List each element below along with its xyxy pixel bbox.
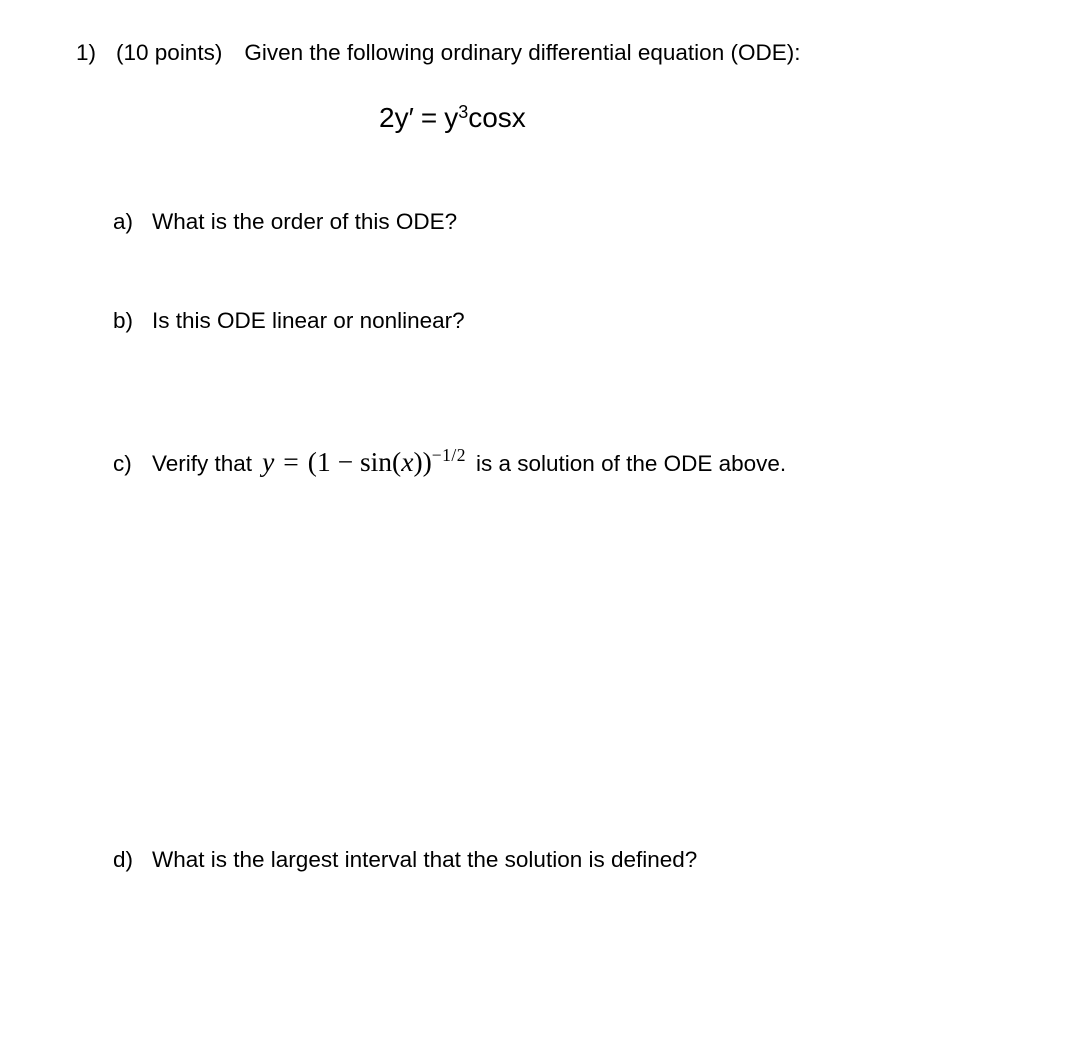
math-variable-y: y [262,446,275,477]
problem-number: 1) [76,40,97,65]
solution-expression [262,446,466,477]
question-b-label: b) [113,308,134,333]
question-c-text [152,445,786,479]
question-d [113,846,697,874]
problem-heading [76,42,800,65]
math-variable-x: x [401,446,414,477]
math-exponent: −1/2 [431,445,466,465]
ode-equation [379,101,526,135]
equation-rhs-func: cosx [468,102,526,133]
question-c-label: c) [113,451,132,476]
question-a-text: What is the order of this ODE? [152,209,458,234]
question-a [113,208,457,236]
question-b-text: Is this ODE linear or nonlinear? [152,308,465,333]
equation-lhs: 2y [379,102,409,133]
equation-equals: = [420,102,438,133]
equation-rhs-base: y [444,102,459,133]
question-c [113,445,786,479]
question-d-text: What is the largest interval that the solution is defined? [152,847,698,872]
question-c-post: is a solution of the ODE above. [476,451,787,476]
problem-points: (10 points) [116,40,223,65]
question-c-pre: Verify that [152,451,253,476]
question-b [113,307,465,335]
math-close: )) [413,446,432,477]
math-open: (1 − sin( [307,446,402,477]
question-d-label: d) [113,847,134,872]
equation-prime: ′ [408,102,414,133]
question-a-label: a) [113,209,134,234]
problem-prompt: Given the following ordinary differential equation (ODE): [244,40,801,65]
equation-exponent: 3 [458,102,469,122]
math-equals: = [283,446,299,477]
